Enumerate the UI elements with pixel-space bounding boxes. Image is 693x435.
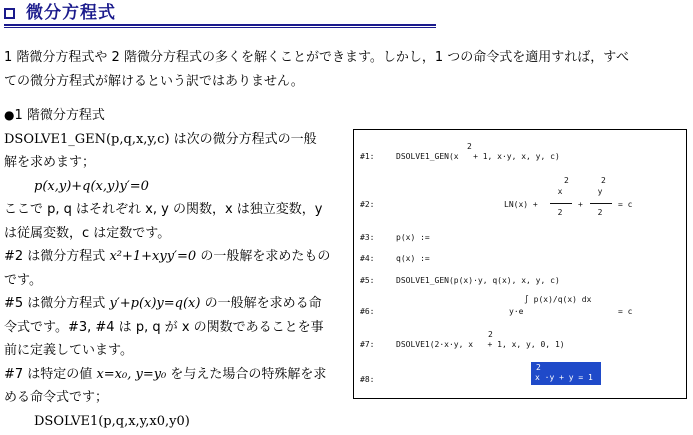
bullet-icon: ● <box>4 108 15 122</box>
row-label: #5: <box>360 276 375 285</box>
text-line: 前に定義しています。 <box>4 343 133 358</box>
text: #7 は特定の値 <box>4 366 93 382</box>
intro-paragraph <box>4 46 690 94</box>
fraction-bar <box>590 203 612 204</box>
text: を与えた場合の特殊解を求 <box>170 366 327 382</box>
exponent-expression: ∫ p(x)/q(x) dx <box>524 295 592 304</box>
intro-line: 1 階微分方程式や 2 階微分方程式の多くを解くことができます。しかし，1 つの命令式を適用すれば，すべ <box>4 50 630 65</box>
text: #2 は微分方程式 <box>4 249 106 264</box>
section-header <box>4 2 436 28</box>
equation: p(x,y)+q(x,y)y′=0 <box>34 178 149 194</box>
row-label: #4: <box>360 254 375 263</box>
page-title: 微分方程式 <box>26 3 116 23</box>
exponent: 2 <box>467 142 472 151</box>
fraction-bar <box>550 203 572 204</box>
command-name: DSOLVE1_GEN(p,q,x,y,c) <box>4 131 170 147</box>
section-heading: ●1 階微分方程式 <box>4 108 105 123</box>
expression: = c <box>618 307 633 316</box>
text: の一般解を求めたもの <box>200 249 331 264</box>
text-line: ここで p, q はそれぞれ x, y の関数，x は独立変数，y <box>4 202 323 217</box>
expression: q(x) := <box>396 254 430 263</box>
text-line: です。 <box>4 272 42 288</box>
selection-highlight <box>531 362 601 385</box>
text: の一般解を求める命 <box>204 296 322 311</box>
command-syntax: DSOLVE1(p,q,x,y,x0,y0) <box>34 413 190 429</box>
text: は次の微分方程式の一般 <box>173 131 317 147</box>
row-label: #2: <box>360 200 375 209</box>
expression: DSOLVE1_GEN(p(x)·y, q(x), x, y, c) <box>396 276 560 285</box>
expression: x ·y + y = 1 <box>535 373 593 382</box>
intro-line: ての微分方程式が解けるという訳ではありません。 <box>4 74 304 89</box>
row-label: #1: <box>360 152 375 161</box>
inline-equation: x=x₀, y=y₀ <box>96 366 167 382</box>
expression: p(x) := <box>396 233 430 242</box>
row-label: #8: <box>360 375 375 384</box>
exponent: 2 <box>601 176 606 185</box>
text-line: は従属変数，c は定数です。 <box>4 225 171 241</box>
fraction-denominator: 2 <box>597 208 603 217</box>
expression: DSOLVE1(2·x·y, x + 1, x, y, 0, 1) <box>396 340 565 349</box>
expression: DSOLVE1_GEN(x + 1, x·y, x, y, c) <box>396 152 560 161</box>
expression: = c <box>618 200 633 209</box>
checkbox-icon <box>4 8 15 19</box>
fraction-denominator: 2 <box>557 208 563 217</box>
title-underline <box>4 24 436 26</box>
text-line <box>4 245 349 269</box>
text-line <box>4 128 349 152</box>
text-line: める命令式です； <box>4 390 109 405</box>
text-line: 解を求めます； <box>4 155 96 170</box>
plus-sign: + <box>578 200 583 209</box>
exponent: 2 <box>564 176 569 185</box>
text-line <box>4 292 349 316</box>
text-line <box>4 363 349 387</box>
text-line: 令式です。#3, #4 は p, q が x の関数であることを事 <box>4 319 324 335</box>
row-label: #7: <box>360 340 375 349</box>
exponent: 2 <box>488 330 493 339</box>
exponent: 2 <box>536 363 541 372</box>
inline-equation: y′+p(x)y=q(x) <box>109 296 201 311</box>
inline-equation: x²+1+xyy′=0 <box>109 249 197 264</box>
expression: LN(x) + <box>504 200 538 209</box>
fraction-numerator: y <box>597 187 603 196</box>
fraction-numerator: x <box>557 187 563 196</box>
description-column <box>4 104 349 433</box>
text: #5 は微分方程式 <box>4 296 106 311</box>
row-label: #3: <box>360 233 375 242</box>
expression: y·e <box>509 307 524 316</box>
row-label: #6: <box>360 307 375 316</box>
title-underline-thin <box>4 27 436 28</box>
derive-algebra-window <box>353 129 687 399</box>
